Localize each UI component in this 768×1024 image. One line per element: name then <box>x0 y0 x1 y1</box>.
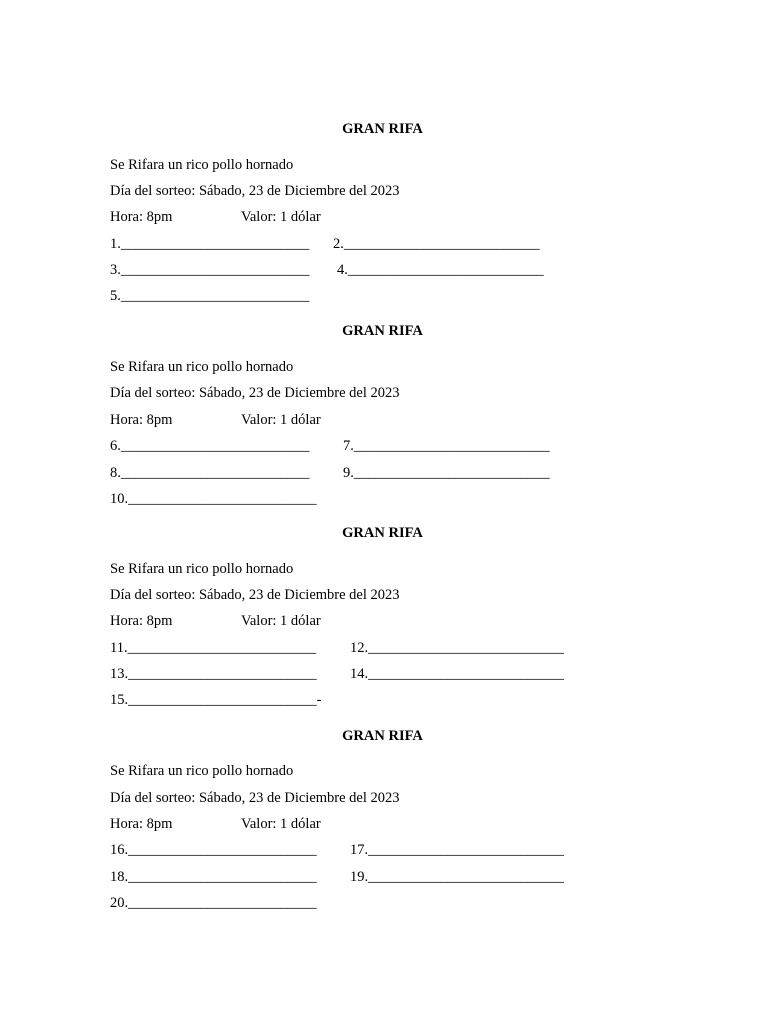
number-slot[interactable]: 9.___________________________ <box>343 465 550 481</box>
draw-date-text: Día del sorteo: Sábado, 23 de Diciembre del 2023 <box>110 587 400 603</box>
number-slot[interactable]: 8.__________________________ <box>110 465 310 481</box>
number-slot[interactable]: 16.__________________________ <box>110 842 317 858</box>
number-slot[interactable]: 2.___________________________ <box>333 236 540 252</box>
number-slot[interactable]: 12.___________________________ <box>350 640 564 656</box>
ticket-title: GRAN RIFA <box>342 728 423 744</box>
prize-text: Se Rifara un rico pollo hornado <box>110 763 294 779</box>
raffle-ticket <box>0 323 768 532</box>
prize-text: Se Rifara un rico pollo hornado <box>110 359 294 375</box>
number-slot[interactable]: 10.__________________________ <box>110 491 317 507</box>
number-slot[interactable]: 3.__________________________ <box>110 262 310 278</box>
ticket-title: GRAN RIFA <box>342 525 423 541</box>
price-text: Valor: 1 dólar <box>241 816 321 832</box>
time-text: Hora: 8pm <box>110 816 173 832</box>
price-text: Valor: 1 dólar <box>241 209 321 225</box>
number-slot[interactable]: 4.___________________________ <box>337 262 544 278</box>
time-text: Hora: 8pm <box>110 613 173 629</box>
prize-text: Se Rifara un rico pollo hornado <box>110 157 294 173</box>
number-slot[interactable]: 11.__________________________ <box>110 640 317 656</box>
prize-text: Se Rifara un rico pollo hornado <box>110 561 294 577</box>
number-slot[interactable]: 7.___________________________ <box>343 438 550 454</box>
draw-date-text: Día del sorteo: Sábado, 23 de Diciembre del 2023 <box>110 790 400 806</box>
number-slot[interactable]: 6.__________________________ <box>110 438 310 454</box>
number-slot[interactable]: 13.__________________________ <box>110 666 317 682</box>
time-text: Hora: 8pm <box>110 412 173 428</box>
price-text: Valor: 1 dólar <box>241 412 321 428</box>
time-text: Hora: 8pm <box>110 209 173 225</box>
number-slot[interactable]: 19.___________________________ <box>350 869 564 885</box>
number-slot[interactable]: 14.___________________________ <box>350 666 564 682</box>
number-slot[interactable]: 20.__________________________ <box>110 895 317 911</box>
ticket-title: GRAN RIFA <box>342 121 423 137</box>
raffle-ticket <box>0 728 768 937</box>
number-slot[interactable]: 18.__________________________ <box>110 869 317 885</box>
draw-date-text: Día del sorteo: Sábado, 23 de Diciembre del 2023 <box>110 385 400 401</box>
ticket-title: GRAN RIFA <box>342 323 423 339</box>
raffle-ticket <box>0 121 768 330</box>
number-slot[interactable]: 15.__________________________- <box>110 692 322 708</box>
number-slot[interactable]: 5.__________________________ <box>110 288 310 304</box>
draw-date-text: Día del sorteo: Sábado, 23 de Diciembre del 2023 <box>110 183 400 199</box>
price-text: Valor: 1 dólar <box>241 613 321 629</box>
number-slot[interactable]: 1.__________________________ <box>110 236 310 252</box>
number-slot[interactable]: 17.___________________________ <box>350 842 564 858</box>
raffle-ticket <box>0 525 768 734</box>
